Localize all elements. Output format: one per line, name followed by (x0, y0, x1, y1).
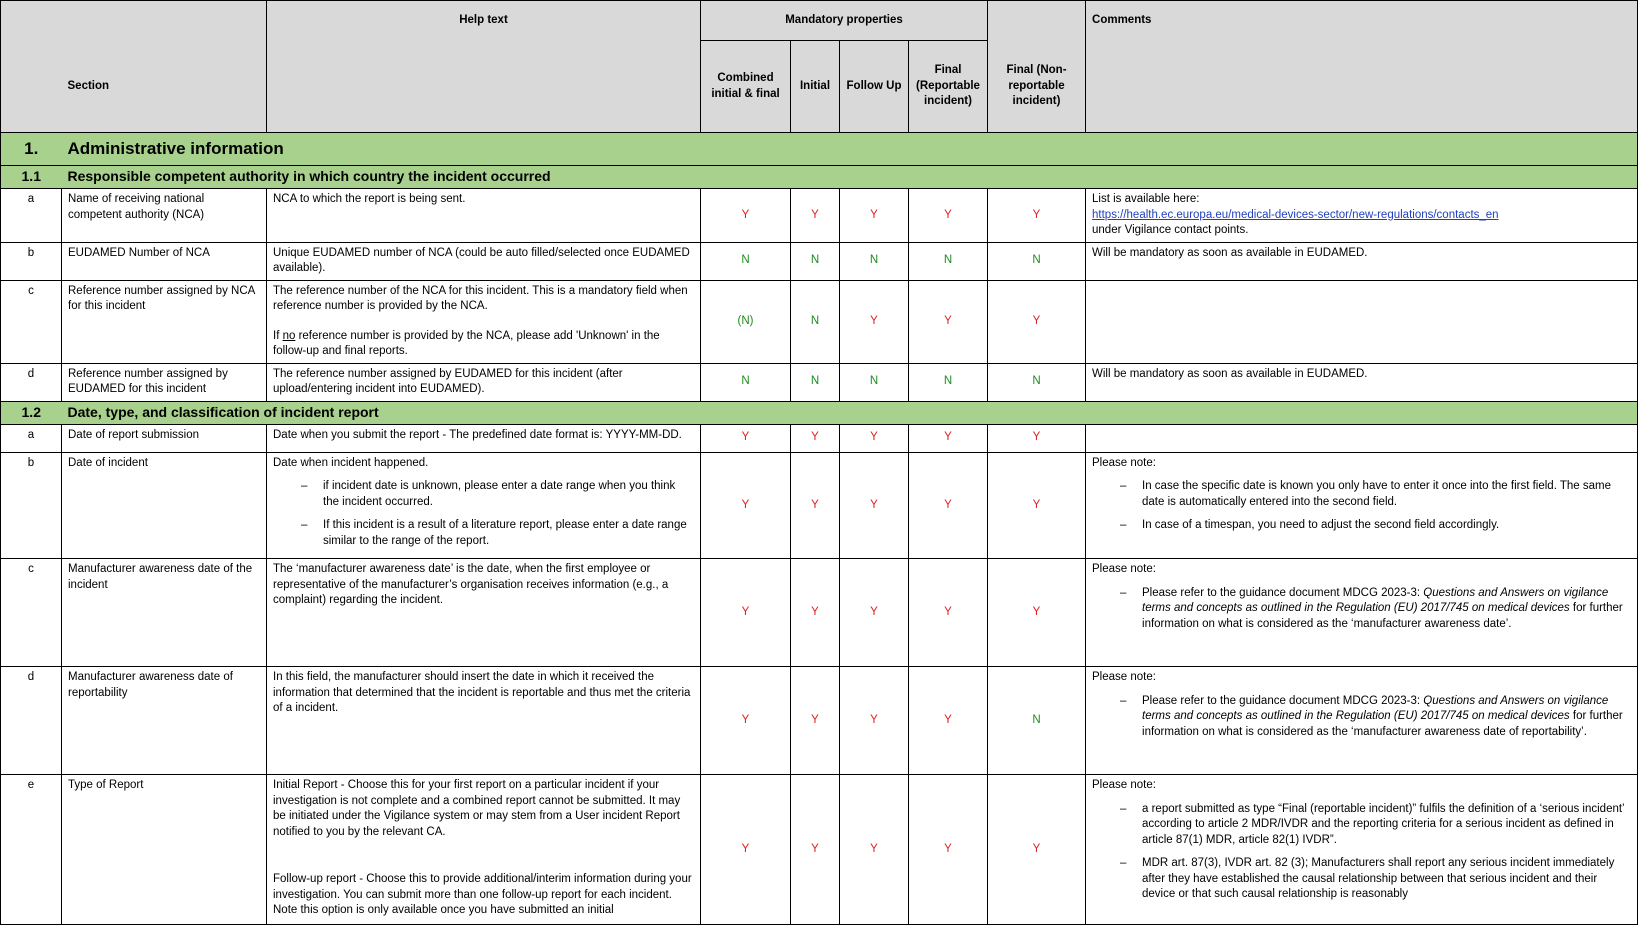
flag-final-non-reportable: Y (988, 452, 1086, 559)
comment-text: under Vigilance contact points. (1092, 224, 1249, 236)
flag-follow-up: N (840, 363, 909, 401)
table-row (1, 559, 1638, 667)
flag-follow-up: Y (840, 424, 909, 452)
row-letter: d (1, 667, 62, 775)
comment-note: Please note: (1092, 456, 1156, 469)
flag-follow-up: N (840, 242, 909, 280)
flag-combined: N (701, 363, 791, 401)
flag-combined: Y (701, 424, 791, 452)
flag-final-non-reportable: Y (988, 280, 1086, 363)
flag-final-non-reportable: Y (988, 189, 1086, 243)
comment-bullet-list (1092, 479, 1631, 534)
table-row (1, 424, 1638, 452)
header-comments-blank (1086, 41, 1638, 133)
row-comment (1086, 775, 1638, 925)
header-final-reportable: Final (Reportable incident) (909, 41, 988, 133)
help-paragraph: The reference number of the NCA for this incident. This is a mandatory field when reference number is provided by the NCA. (273, 284, 688, 312)
flag-final-reportable: Y (909, 452, 988, 559)
comment-note: Please note: (1092, 671, 1156, 683)
table-row (1, 280, 1638, 363)
table-row (1, 667, 1638, 775)
section-row-1-2 (1, 401, 1638, 424)
flag-final-reportable: Y (909, 424, 988, 452)
flag-combined: N (701, 242, 791, 280)
row-name: Name of receiving national competent authority (NCA) (62, 189, 267, 243)
row-help-text (267, 775, 701, 925)
header-follow-up: Follow Up (840, 41, 909, 133)
flag-final-reportable: Y (909, 189, 988, 243)
header-row-top (1, 1, 1638, 41)
flag-follow-up: Y (840, 559, 909, 667)
row-comment (1086, 559, 1638, 667)
row-name: EUDAMED Number of NCA (62, 242, 267, 280)
comment-bullet-list (1092, 802, 1631, 903)
help-paragraph: If no reference number is provided by the NCA, please add 'Unknown' in the follow-up and final reports. (273, 329, 660, 357)
table-row (1, 452, 1638, 559)
row-letter: e (1, 775, 62, 925)
row-help-text (267, 280, 701, 363)
flag-follow-up: Y (840, 667, 909, 775)
help-paragraph: Follow-up report - Choose this to provide additional/interim information during your investigation. You can submit more than one follow-up report for each incident. Note this option is only available once you have submitted an initial (273, 873, 692, 916)
flag-follow-up: Y (840, 452, 909, 559)
row-name: Reference number assigned by EUDAMED for this incident (62, 363, 267, 401)
row-comment (1086, 667, 1638, 775)
table-row (1, 242, 1638, 280)
row-help-text (267, 452, 701, 559)
section-title: Responsible competent authority in which country the incident occurred (62, 166, 1638, 189)
section-number: 1.1 (1, 166, 62, 189)
section-number: 1. (1, 133, 62, 166)
header-mandatory-properties: Mandatory properties (701, 1, 988, 41)
header-help-text: Help text (267, 1, 701, 41)
list-item: – If this incident is a result of a literature report, please enter a date range similar to the range of the report. (301, 518, 694, 549)
flag-final-reportable: Y (909, 280, 988, 363)
flag-final-reportable: Y (909, 667, 988, 775)
section-row-1 (1, 133, 1638, 166)
row-letter: a (1, 424, 62, 452)
list-item: – In case the specific date is known you only have to enter it once into the first field. The same date is automatically entered into the second field. (1120, 479, 1631, 510)
list-item: – Please refer to the guidance document MDCG 2023-3: Questions and Answers on vigilance terms and concepts as outlined in the Regulation (EU) 2017/745 on medical devices for further information on what is considered as the ‘manufacturer awareness date of reportability’. (1120, 694, 1631, 741)
flag-initial: Y (791, 189, 840, 243)
flag-initial: Y (791, 452, 840, 559)
section-row-1-1 (1, 166, 1638, 189)
row-comment (1086, 424, 1638, 452)
flag-final-reportable: N (909, 242, 988, 280)
flag-combined: Y (701, 452, 791, 559)
row-help-text: Date when you submit the report - The predefined date format is: YYYY-MM-DD. (267, 424, 701, 452)
header-blank-number (1, 41, 62, 133)
flag-initial: Y (791, 424, 840, 452)
header-initial: Initial (791, 41, 840, 133)
row-letter: c (1, 559, 62, 667)
flag-combined: Y (701, 667, 791, 775)
table-row (1, 189, 1638, 243)
header-row-bottom (1, 41, 1638, 133)
row-comment: Will be mandatory as soon as available in EUDAMED. (1086, 242, 1638, 280)
row-letter: a (1, 189, 62, 243)
flag-final-non-reportable: Y (988, 424, 1086, 452)
header-comments: Comments (1086, 1, 1638, 41)
comment-note: Please note: (1092, 563, 1156, 575)
list-item: – a report submitted as type “Final (reportable incident)” fulfils the definition of a ‘serious incident’ according to article 2 MDR/IVDR and the reporting criteria for a serious incident as defined in article 87(1) MDR, article 82(1) IVDR”. (1120, 802, 1631, 849)
help-paragraph: Initial Report - Choose this for your first report on a particular incident if your investigation is not complete and a combined report cannot be submitted. It may be initiated under the Vigilance system or may stem from a User incident Report notified to you by the relevant CA. (273, 779, 681, 838)
row-help-text: NCA to which the report is being sent. (267, 189, 701, 243)
row-name: Type of Report (62, 775, 267, 925)
flag-final-non-reportable: N (988, 667, 1086, 775)
flag-follow-up: Y (840, 189, 909, 243)
row-letter: b (1, 452, 62, 559)
table-row (1, 363, 1638, 401)
flag-follow-up: Y (840, 775, 909, 925)
flag-final-reportable: Y (909, 559, 988, 667)
row-name: Manufacturer awareness date of reportability (62, 667, 267, 775)
header-section: Section (62, 41, 267, 133)
comment-bullet-list (1092, 586, 1631, 633)
flag-final-reportable: N (909, 363, 988, 401)
comment-text: List is available here: (1092, 193, 1200, 205)
flag-initial: Y (791, 559, 840, 667)
flag-combined: Y (701, 189, 791, 243)
section-title: Administrative information (62, 133, 1638, 166)
row-help-text: The ‘manufacturer awareness date’ is the date, when the first employee or representative of the manufacturer’s organisation receives information (e.g., a complaint) regarding the incident. (267, 559, 701, 667)
flag-initial: Y (791, 775, 840, 925)
row-name: Date of report submission (62, 424, 267, 452)
comment-bullet-list (1092, 694, 1631, 741)
section-title: Date, type, and classification of incident report (62, 401, 1638, 424)
flag-final-non-reportable: Y (988, 775, 1086, 925)
flag-initial: N (791, 363, 840, 401)
flag-final-non-reportable: N (988, 242, 1086, 280)
flag-combined: Y (701, 559, 791, 667)
flag-initial: N (791, 242, 840, 280)
row-help-text: In this field, the manufacturer should insert the date in which it received the information that determined that the incident is reportable and thus met the criteria of a incident. (267, 667, 701, 775)
row-letter: d (1, 363, 62, 401)
comment-note: Please note: (1092, 779, 1156, 791)
header-blank (1, 1, 267, 41)
list-item: – In case of a timespan, you need to adjust the second field accordingly. (1120, 518, 1631, 534)
flag-combined: (N) (701, 280, 791, 363)
flag-follow-up: Y (840, 280, 909, 363)
header-combined: Combined initial & final (701, 41, 791, 133)
row-letter: b (1, 242, 62, 280)
row-comment: Will be mandatory as soon as available in EUDAMED. (1086, 363, 1638, 401)
header-help-blank (267, 41, 701, 133)
flag-final-non-reportable: Y (988, 559, 1086, 667)
row-help-text: The reference number assigned by EUDAMED for this incident (after upload/entering incident into EUDAMED). (267, 363, 701, 401)
row-name: Reference number assigned by NCA for this incident (62, 280, 267, 363)
row-comment (1086, 189, 1638, 243)
flag-initial: Y (791, 667, 840, 775)
flag-combined: Y (701, 775, 791, 925)
header-blank-final (988, 1, 1086, 41)
flag-final-reportable: Y (909, 775, 988, 925)
row-comment (1086, 280, 1638, 363)
flag-initial: N (791, 280, 840, 363)
section-number: 1.2 (1, 401, 62, 424)
row-comment (1086, 452, 1638, 559)
row-name: Manufacturer awareness date of the incident (62, 559, 267, 667)
list-item: – MDR art. 87(3), IVDR art. 82 (3); Manufacturers shall report any serious incident immediately after they have established the causal relationship between that serious incident and their device or that such causal relationship is reasonably (1120, 856, 1631, 903)
row-help-text: Unique EUDAMED number of NCA (could be auto filled/selected once EUDAMED available). (267, 242, 701, 280)
header-final-non-reportable: Final (Non-reportable incident) (988, 41, 1086, 133)
row-letter: c (1, 280, 62, 363)
help-bullet-list (273, 479, 694, 549)
row-name: Date of incident (62, 452, 267, 559)
table-row (1, 775, 1638, 925)
list-item: – if incident date is unknown, please enter a date range when you think the incident occurred. (301, 479, 694, 510)
flag-final-non-reportable: N (988, 363, 1086, 401)
contacts-link[interactable]: https://health.ec.europa.eu/medical-devices-sector/new-regulations/contacts_en (1092, 208, 1499, 221)
list-item: – Please refer to the guidance document MDCG 2023-3: Questions and Answers on vigilance terms and concepts as outlined in the Regulation (EU) 2017/745 on medical devices for further information on what is considered as the ‘manufacturer awareness date’. (1120, 586, 1631, 633)
help-paragraph: Date when incident happened. (273, 456, 429, 469)
